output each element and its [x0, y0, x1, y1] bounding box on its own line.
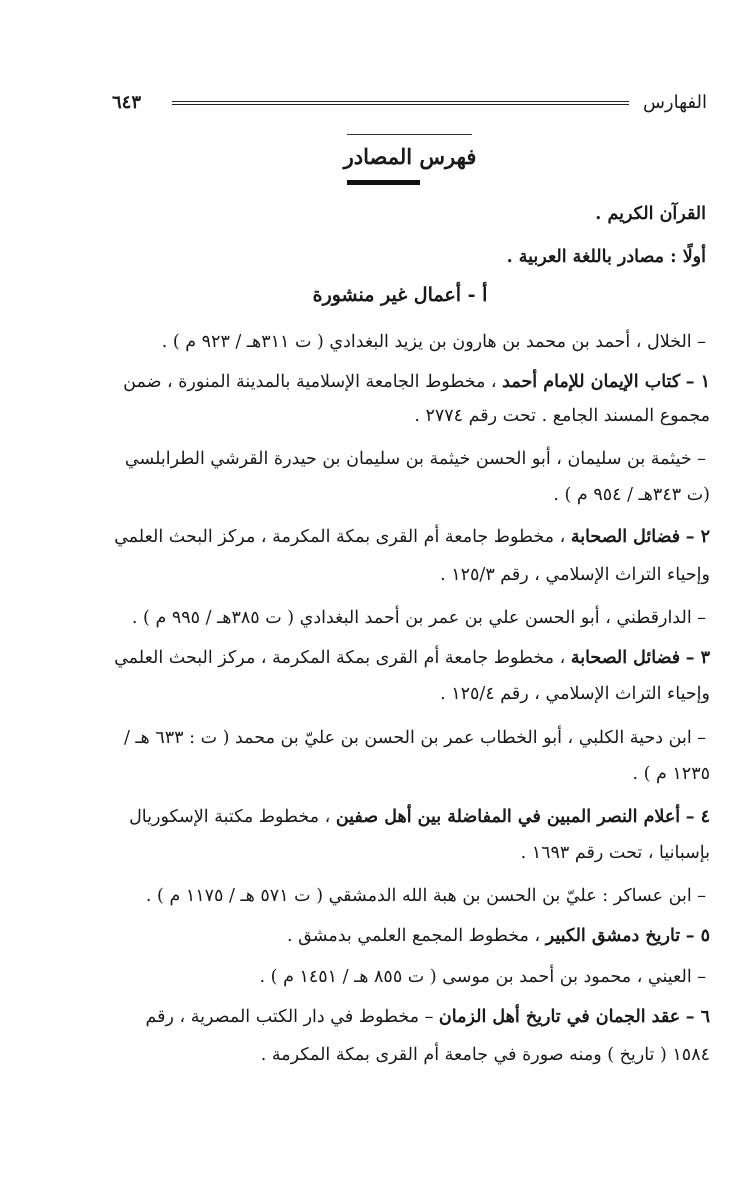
entry-number: ٦ –: [685, 1007, 710, 1027]
author-line: – خيثمة بن سليمان ، أبو الحسن خيثمة بن سليمان بن حيدرة القرشي الطرابلسي: [124, 449, 706, 469]
work-title: كتاب الإيمان للإمام أحمد: [502, 372, 681, 392]
work-line: [80, 922, 710, 950]
work-details: – مخطوط في دار الكتب المصرية ، رقم: [145, 1007, 434, 1027]
header-rule: [172, 101, 629, 105]
work-line-continuation: وإحياء التراث الإسلامي ، رقم ١٢٥/٤ .: [440, 684, 710, 704]
header-section-title: الفهارس: [642, 92, 707, 113]
work-details: ، مخطوط المجمع العلمي بدمشق .: [287, 926, 541, 946]
entry-number: ٤ –: [685, 807, 710, 827]
title-underline: [347, 180, 420, 185]
entry-number: ٣ –: [685, 648, 710, 668]
work-line-continuation: بإسبانيا ، تحت رقم ١٦٩٣ .: [520, 843, 710, 863]
entry-number: ١ –: [685, 372, 710, 392]
author-line: – ابن عساكر : عليّ بن الحسن بن هبة الله الدمشقي ( ت ٥٧١ هـ / ١١٧٥ م ) .: [145, 886, 706, 906]
author-line-continuation: ١٢٣٥ م ) .: [632, 764, 710, 784]
work-line-continuation: وإحياء التراث الإسلامي ، رقم ١٢٥/٣ .: [440, 565, 710, 585]
page-number: ٦٤٣: [112, 92, 142, 113]
work-details: ، مخطوط جامعة أم القرى بمكة المكرمة ، مركز البحث العلمي: [114, 527, 566, 547]
work-title: عقد الجمان في تاريخ أهل الزمان: [438, 1007, 681, 1027]
entry-number: ٢ –: [685, 527, 710, 547]
work-line: [80, 368, 710, 396]
work-title: تاريخ دمشق الكبير: [545, 926, 681, 946]
work-details: ، مخطوط جامعة أم القرى بمكة المكرمة ، مركز البحث العلمي: [114, 648, 566, 668]
work-title: فضائل الصحابة: [570, 648, 681, 668]
work-title: فضائل الصحابة: [570, 527, 681, 547]
subsection-heading-unpublished: أ - أعمال غير منشورة: [312, 284, 488, 306]
work-line: [80, 523, 710, 551]
work-line-continuation: مجموع المسند الجامع . تحت رقم ٢٧٧٤ .: [414, 406, 710, 426]
work-line: [80, 803, 710, 831]
running-header: [112, 90, 707, 120]
work-title: أعلام النصر المبين في المفاضلة بين أهل صفين: [335, 807, 681, 827]
section-heading-arabic-sources: أولًا : مصادر باللغة العربية .: [506, 247, 706, 267]
work-details: ، مخطوط مكتبة الإسكوريال: [129, 807, 331, 827]
title-top-rule: [347, 134, 472, 135]
entry-number: ٥ –: [685, 926, 710, 946]
author-line: – الخلال ، أحمد بن محمد بن هارون بن يزيد البغدادي ( ت ٣١١هـ / ٩٢٣ م ) .: [161, 332, 706, 352]
work-line: [80, 1003, 710, 1031]
author-line-continuation: (ت ٣٤٣هـ / ٩٥٤ م ) .: [553, 485, 710, 505]
quran-heading: القرآن الكريم .: [595, 204, 706, 224]
page-title: فهرس المصادر: [343, 144, 477, 169]
author-line: – الدارقطني ، أبو الحسن علي بن عمر بن أحمد البغدادي ( ت ٣٨٥هـ / ٩٩٥ م ) .: [131, 608, 706, 628]
author-line: – العيني ، محمود بن أحمد بن موسى ( ت ٨٥٥ هـ / ١٤٥١ م ) .: [259, 967, 706, 987]
work-line-continuation: ١٥٨٤ ( تاريخ ) ومنه صورة في جامعة أم القرى بمكة المكرمة .: [260, 1045, 710, 1065]
author-line: – ابن دحية الكلبي ، أبو الخطاب عمر بن الحسن بن عليّ بن محمد ( ت : ٦٣٣ هـ /: [123, 728, 706, 748]
work-line: [80, 644, 710, 672]
work-details: ، مخطوط الجامعة الإسلامية بالمدينة المنورة ، ضمن: [123, 372, 497, 392]
